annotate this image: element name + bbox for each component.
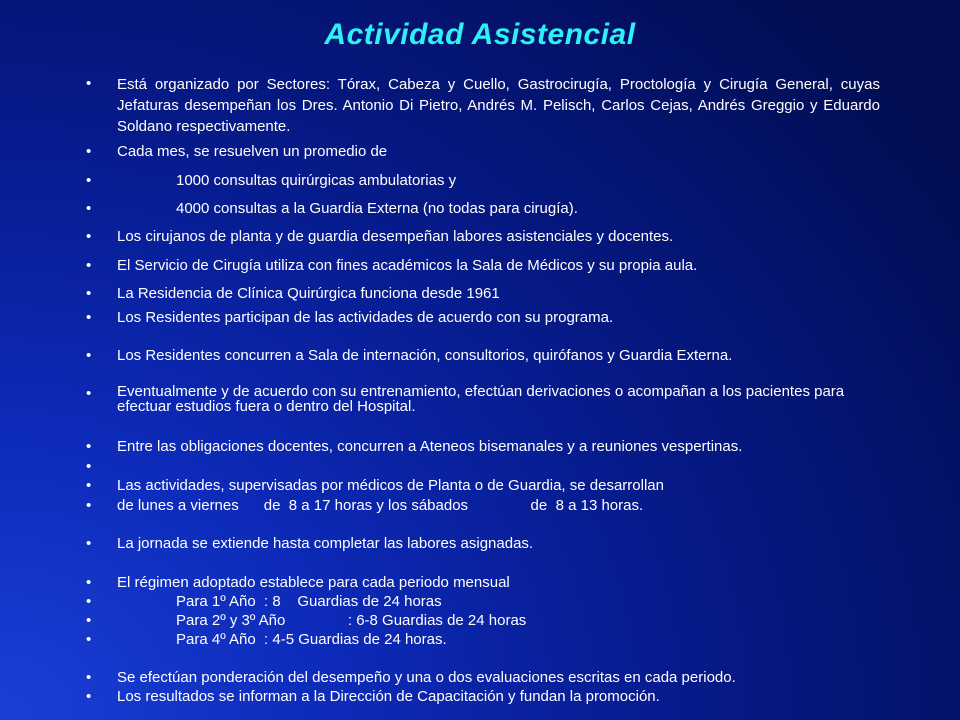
bullet-icon: • bbox=[86, 574, 92, 591]
bullet-icon: • bbox=[86, 438, 92, 455]
bullet-icon: • bbox=[86, 612, 92, 629]
item-text: de lunes a viernes de 8 a 17 horas y los sábados de 8 a 13 horas. bbox=[117, 497, 644, 514]
item-text: Las actividades, supervisadas por médicos de Planta o de Guardia, se desarrollan bbox=[117, 477, 664, 494]
bullet-icon: • bbox=[86, 228, 92, 245]
item-text: La jornada se extiende hasta completar las labores asignadas. bbox=[117, 535, 534, 552]
item-text: Los resultados se informan a la Dirección de Capacitación y fundan la promoción. bbox=[117, 688, 660, 705]
slide-title: Actividad Asistencial bbox=[324, 18, 636, 51]
item-text: 4000 consultas a la Guardia Externa (no todas para cirugía). bbox=[176, 200, 578, 217]
bullet-icon: • bbox=[86, 593, 92, 610]
bullet-icon: • bbox=[86, 535, 92, 552]
bullet-icon: • bbox=[86, 477, 92, 494]
bullet-icon: • bbox=[86, 257, 92, 274]
bullet-icon: • bbox=[86, 669, 92, 686]
bullet-icon: • bbox=[86, 497, 92, 514]
bullet-icon: • bbox=[86, 458, 92, 475]
bullet-icon: • bbox=[86, 631, 92, 648]
bullet-icon: • bbox=[86, 347, 92, 364]
bullet-icon: • bbox=[86, 285, 92, 302]
item-text: Entre las obligaciones docentes, concurren a Ateneos bisemanales y a reuniones vespertinas. bbox=[117, 438, 743, 455]
bullet-icon: • bbox=[86, 143, 92, 160]
bullet-icon: • bbox=[86, 75, 92, 92]
bullet-icon: • bbox=[86, 385, 92, 402]
item-text: El Servicio de Cirugía utiliza con fines académicos la Sala de Médicos y su propia aula. bbox=[117, 257, 698, 274]
item-text: 1000 consultas quirúrgicas ambulatorias y bbox=[176, 172, 457, 189]
item-text: Eventualmente y de acuerdo con su entrenamiento, efectúan derivaciones o acompañan a los pacientes para efectuar estudios fuera o dentro del Hospital. bbox=[117, 383, 845, 415]
bullet-icon: • bbox=[86, 200, 92, 217]
bullet-icon: • bbox=[86, 172, 92, 189]
item-text: El régimen adoptado establece para cada periodo mensual bbox=[117, 574, 510, 591]
item-text: Los Residentes concurren a Sala de internación, consultorios, quirófanos y Guardia Externa. bbox=[117, 347, 733, 364]
item-text: Para 1º Año : 8 Guardias de 24 horas bbox=[176, 593, 442, 610]
item-text: Se efectúan ponderación del desempeño y una o dos evaluaciones escritas en cada periodo. bbox=[117, 669, 736, 686]
item-text: Para 4º Año : 4-5 Guardias de 24 horas. bbox=[176, 631, 447, 648]
item-text: Los Residentes participan de las actividades de acuerdo con su programa. bbox=[117, 309, 614, 326]
item-text: Para 2º y 3º Año : 6-8 Guardias de 24 horas bbox=[176, 612, 527, 629]
item-text: Está organizado por Sectores: Tórax, Cabeza y Cuello, Gastrocirugía, Proctología y Cirugía General, cuyas Jefaturas desempeñan los Dres. Antonio Di Pietro, Andrés M. Pelisch, Carlos Cejas, Andrés Greggio y Eduardo Soldano respectivamente. bbox=[117, 76, 880, 135]
item-text: Los cirujanos de planta y de guardia desempeñan labores asistenciales y docentes. bbox=[117, 228, 674, 245]
item-text: La Residencia de Clínica Quirúrgica funciona desde 1961 bbox=[117, 285, 500, 302]
bullet-icon: • bbox=[86, 688, 92, 705]
bullet-icon: • bbox=[86, 309, 92, 326]
item-text: Cada mes, se resuelven un promedio de bbox=[117, 143, 388, 160]
